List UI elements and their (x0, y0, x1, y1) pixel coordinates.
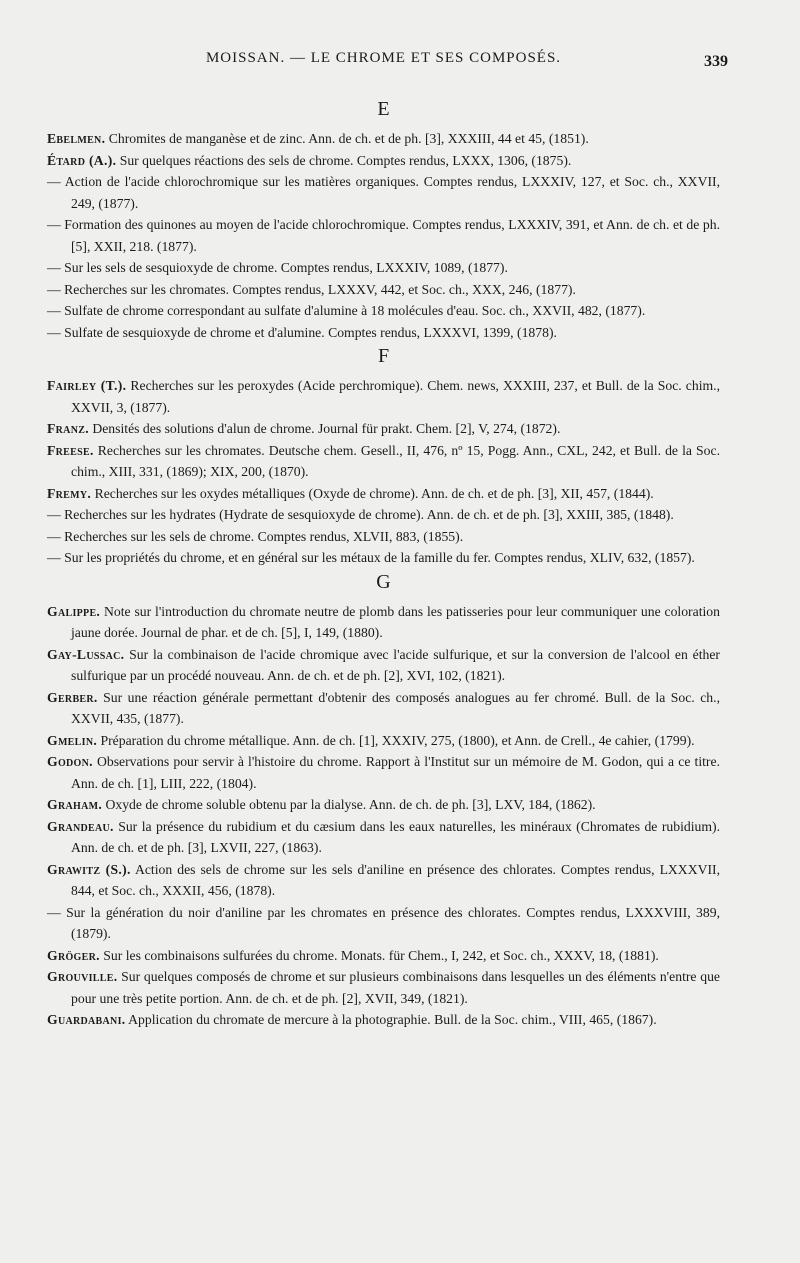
entry-author: Fairley (T.). (47, 378, 127, 393)
entry-text: Sur quelques réactions des sels de chrome. Comptes rendus, LXXX, 1306, (1875). (116, 152, 572, 168)
entry-text: Sur la présence du rubidium et du cæsium dans les eaux naturelles, les minéraux (Chromates de rubidium). Ann. de ch. et de ph. [3], LXVII, 227, (1863). (71, 818, 720, 855)
entry-text: Recherches sur les oxydes métalliques (Oxyde de chrome). Ann. de ch. et de ph. [3], XII, 457, (1844). (91, 485, 654, 501)
bibliography-entry (47, 966, 720, 1009)
bibliography (47, 98, 720, 1031)
bibliography-entry (47, 300, 720, 322)
bibliography-entry (47, 601, 720, 644)
bibliography-entry (47, 279, 720, 301)
bibliography-entry (47, 945, 720, 967)
entry-text: Action des sels de chrome sur les sels d'aniline en présence des chlorates. Comptes rendus, LXXXVII, 844, et Soc. ch., XXXII, 456, (1878). (71, 861, 721, 898)
entry-author: Franz. (47, 421, 89, 436)
entry-text: Observations pour servir à l'histoire du chrome. Rapport à l'Institut sur un mémoire de M. Godon, qui a ce titre. Ann. de ch. [1], LIII, 222, (1804). (71, 754, 720, 791)
bibliography-entry (47, 375, 720, 418)
entry-text: — Action de l'acide chlorochromique sur les matières organiques. Comptes rendus, LXXXIV, 127, et Soc. ch., XXVII, 249, (1877). (47, 174, 720, 211)
entry-text: Préparation du chrome métallique. Ann. de ch. [1], XXXIV, 275, (1800), et Ann. de Crell., 4e cahier, (1799). (97, 732, 695, 748)
bibliography-entry (47, 171, 720, 214)
bibliography-entry (47, 687, 720, 730)
section-letter: F (377, 345, 390, 367)
entry-list (47, 375, 720, 569)
entry-text: Sur une réaction générale permettant d'obtenir des composés analogues au fer chromé. Bull. de la Soc. ch., XXVII, 435, (1877). (71, 689, 720, 726)
entry-text: Recherches sur les peroxydes (Acide perchromique). Chem. news, XXXIII, 237, et Bull. de la Soc. chim., XXVII, 3, (1877). (71, 378, 720, 415)
running-title: MOISSAN. — LE CHROME ET SES COMPOSÉS. (205, 50, 562, 66)
entry-author: Gerber. (47, 689, 98, 705)
bibliography-entry (47, 644, 720, 687)
entry-author: Gmelin. (47, 732, 98, 748)
bibliography-entry (47, 440, 720, 483)
entry-author: Étard (A.). (47, 152, 117, 168)
entry-author: Graham. (47, 797, 103, 812)
entry-author: Grawitz (S.). (47, 861, 131, 877)
bibliography-entry (47, 730, 720, 752)
bibliography-entry (47, 859, 720, 902)
entry-text: — Sulfate de sesquioxyde de chrome et d'alumine. Comptes rendus, LXXXVI, 1399, (1878). (47, 324, 557, 340)
entry-text: — Sur les sels de sesquioxyde de chrome. Comptes rendus, LXXXIV, 1089, (1877). (47, 260, 508, 275)
bibliography-entry (47, 816, 720, 859)
page-header (47, 0, 728, 96)
entry-text: Sur la combinaison de l'acide chromique avec l'acide sulfurique, et sur la conversion de l'alcool en éther sulfurique par un procédé nouveau. Ann. de ch. et de ph. [2], XVI, 102, (1821). (71, 646, 720, 683)
entry-text: — Sur les propriétés du chrome, et en général sur les métaux de la famille du fer. Comptes rendus, XLIV, 632, (1857). (47, 550, 695, 565)
entry-author: Ebelmen. (47, 131, 106, 146)
entry-text: — Sur la génération du noir d'aniline par les chromates en présence des chlorates. Comptes rendus, LXXXVIII, 389, (1879). (47, 904, 720, 941)
entry-author: Fremy. (47, 485, 92, 501)
entry-author: Gröger. (47, 947, 100, 963)
entry-text: — Formation des quinones au moyen de l'acide chlorochromique. Comptes rendus, LXXXIV, 391, et Ann. de ch. et de ph. [5], XXII, 218. (1877). (47, 217, 720, 254)
entry-author: Godon. (47, 754, 93, 769)
entry-author: Guardabani. (47, 1012, 126, 1027)
entry-text: Recherches sur les chromates. Deutsche chem. Gesell., II, 476, nº 15, Pogg. Ann., CXL, 242, et Bull. de la Soc. chim., XIII, 331, (1869); XIX, 200, (1870). (71, 442, 720, 479)
entry-text: Oxyde de chrome soluble obtenu par la dialyse. Ann. de ch. de ph. [3], LXV, 184, (1862). (102, 797, 596, 812)
entry-text: Application du chromate de mercure à la photographie. Bull. de la Soc. chim., VIII, 465, (1867). (125, 1012, 657, 1027)
bibliography-entry (47, 483, 720, 505)
entry-author: Freese. (47, 442, 94, 458)
entry-text: — Sulfate de chrome correspondant au sulfate d'alumine à 18 molécules d'eau. Soc. ch., XXVII, 482, (1877). (47, 303, 646, 318)
entry-list (47, 128, 720, 343)
entry-author: Grandeau. (47, 818, 114, 834)
bibliography-entry (47, 751, 720, 794)
bibliography-entry (47, 128, 720, 150)
bibliography-entry (47, 322, 720, 344)
entry-text: Densités des solutions d'alun de chrome. Journal für prakt. Chem. [2], V, 274, (1872). (88, 421, 561, 436)
bibliography-entry (47, 1009, 720, 1031)
entry-text: — Recherches sur les chromates. Comptes rendus, LXXXV, 442, et Soc. ch., XXX, 246, (1877). (47, 281, 576, 297)
bibliography-entry (47, 150, 720, 172)
entry-text: — Recherches sur les sels de chrome. Comptes rendus, XLVII, 883, (1855). (47, 528, 464, 544)
entry-author: Gay-Lussac. (47, 646, 125, 662)
entry-text: Chromites de manganèse et de zinc. Ann. de ch. et de ph. [3], XXXIII, 44 et 45, (1851). (105, 131, 589, 146)
section-letter: G (376, 570, 391, 593)
bibliography-entry (47, 526, 720, 548)
entry-author: Grouville. (47, 969, 118, 984)
bibliography-entry (47, 902, 720, 945)
bibliography-entry (47, 504, 720, 526)
page-number: 339 (704, 53, 728, 70)
bibliography-entry (47, 418, 720, 440)
entry-text: Sur quelques composés de chrome et sur plusieurs combinaisons dans lesquelles un des éléments n'entre que pour une très petite portion. Ann. de ch. et de ph. [2], XVII, 349, (1821). (71, 969, 720, 1006)
entry-text: Sur les combinaisons sulfurées du chrome. Monats. für Chem., I, 242, et Soc. ch., XXXV, 18, (1881). (99, 947, 659, 963)
entry-text: — Recherches sur les hydrates (Hydrate de sesquioxyde de chrome). Ann. de ch. et de ph. [3], XXIII, 385, (1848). (47, 507, 674, 522)
bibliography-entry (47, 214, 720, 257)
bibliography-entry (47, 257, 720, 279)
entry-list (47, 601, 720, 1031)
entry-author: Galippe. (47, 603, 101, 619)
bibliography-entry (47, 547, 720, 569)
section-letter: E (377, 98, 390, 120)
bibliography-entry (47, 794, 720, 816)
entry-text: Note sur l'introduction du chromate neutre de plomb dans les patisseries pour leur communiquer une coloration jaune dorée. Journal de phar. et de ch. [5], I, 149, (1880). (71, 603, 720, 640)
